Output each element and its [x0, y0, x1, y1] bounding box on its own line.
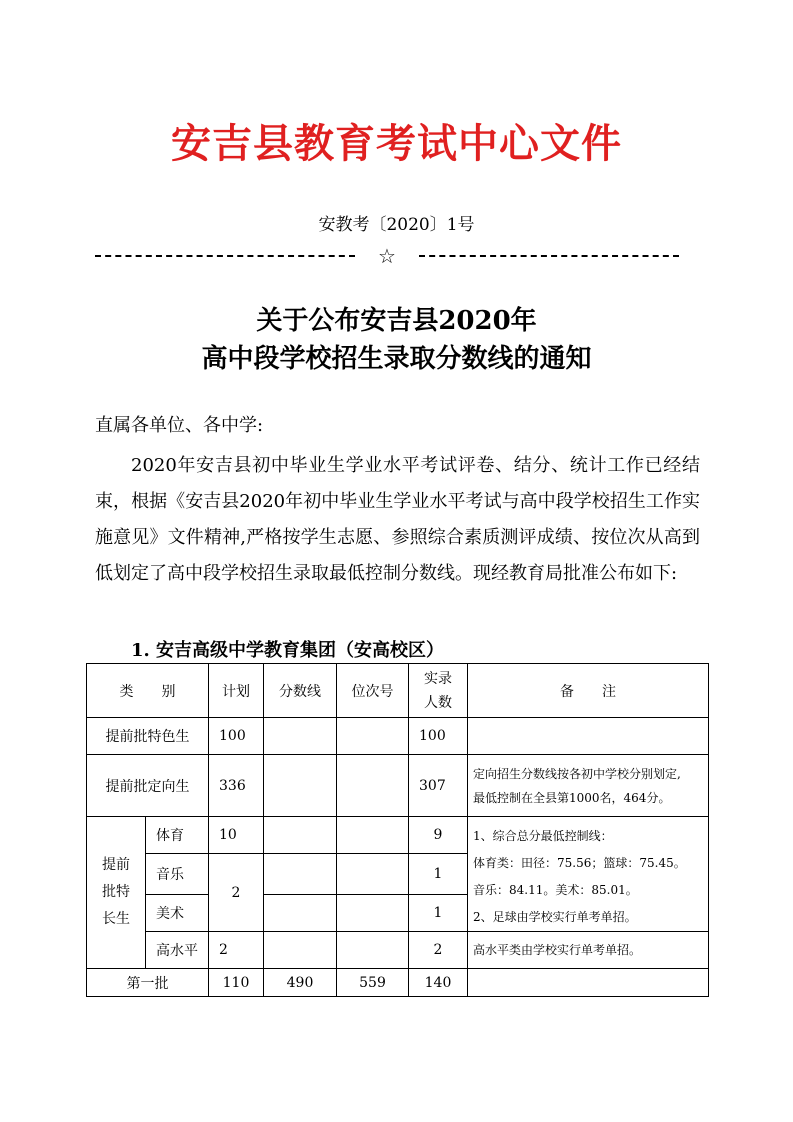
directed-note-line1: 定向招生分数线按各初中学校分别划定, — [473, 766, 681, 781]
remarks-cell — [468, 755, 709, 817]
header-actual-line2: 人数 — [424, 694, 452, 711]
table-row — [87, 755, 709, 817]
music-art-plan-cell: 2 — [209, 854, 264, 932]
notice-title-line1: 关于公布安吉县2020年 — [256, 306, 537, 336]
header-divider — [95, 246, 679, 266]
talent-group-label — [87, 817, 146, 969]
score-cell — [264, 895, 337, 932]
remarks-cell — [468, 969, 709, 997]
talent-note-line2: 体育类：田径：75.56；篮球：75.45。 — [473, 856, 686, 870]
rank-cell: 559 — [337, 969, 409, 997]
divider-line-right — [419, 255, 679, 257]
table-row — [87, 718, 709, 755]
header-rank: 位次号 — [337, 664, 409, 718]
header-category: 类 别 — [87, 664, 209, 718]
rank-cell — [337, 718, 409, 755]
talent-label-line3: 长生 — [102, 911, 130, 927]
table-row — [87, 817, 709, 854]
actual-cell: 1 — [409, 854, 468, 895]
row-label: 体育 — [146, 817, 209, 854]
score-cell — [264, 854, 337, 895]
star-icon: ☆ — [378, 244, 396, 268]
plan-cell: 2 — [209, 932, 264, 969]
directed-note-line2: 最低控制在全县第1000名，464分。 — [473, 790, 671, 805]
header-actual-line1: 实录 — [424, 670, 452, 687]
row-label: 音乐 — [146, 854, 209, 895]
document-number: 安教考〔2020〕1号 — [318, 215, 475, 235]
talent-note-line3: 音乐：84.11。美术：85.01。 — [473, 883, 638, 897]
actual-cell: 100 — [409, 718, 468, 755]
row-label: 提前批定向生 — [87, 755, 209, 817]
actual-cell: 2 — [409, 932, 468, 969]
score-cell — [264, 817, 337, 854]
actual-cell: 9 — [409, 817, 468, 854]
score-cell: 490 — [264, 969, 337, 997]
section-heading: 1. 安吉高级中学教育集团（安高校区） — [131, 640, 445, 661]
actual-cell: 140 — [409, 969, 468, 997]
table-header-row — [87, 664, 709, 718]
talent-label-line1: 提前 — [102, 857, 130, 873]
remarks-cell: 高水平类由学校实行单考单招。 — [468, 932, 709, 969]
talent-note-line4: 2、足球由学校实行单考单招。 — [473, 910, 637, 924]
row-label: 第一批 — [87, 969, 209, 997]
body-paragraph: 2020年安吉县初中毕业生学业水平考试评卷、结分、统计工作已经结束，根据《安吉县2020年初中毕业生学业水平考试与高中段学校招生工作实施意见》文件精神,严格按学生志愿、参照综合素质测评成绩、按位次从高到低划定了高中段学校招生录取最低控制分数线。现经教育局批准公布如下: — [95, 455, 700, 584]
talent-label-line2: 批特 — [102, 884, 130, 900]
table-row — [87, 932, 709, 969]
score-cell — [264, 932, 337, 969]
admission-table — [86, 663, 709, 997]
rank-cell — [337, 854, 409, 895]
remarks-cell — [468, 718, 709, 755]
talent-note-line1: 1、综合总分最低控制线： — [473, 829, 613, 843]
header-remarks: 备 注 — [468, 664, 709, 718]
plan-cell: 336 — [209, 755, 264, 817]
row-label: 提前批特色生 — [87, 718, 209, 755]
plan-cell: 110 — [209, 969, 264, 997]
notice-title-line2: 高中段学校招生录取分数线的通知 — [201, 344, 592, 374]
salutation: 直属各单位、各中学: — [95, 415, 264, 436]
rank-cell — [337, 755, 409, 817]
score-cell — [264, 755, 337, 817]
plan-cell: 100 — [209, 718, 264, 755]
actual-cell: 1 — [409, 895, 468, 932]
row-label: 高水平 — [146, 932, 209, 969]
actual-cell: 307 — [409, 755, 468, 817]
row-label: 美术 — [146, 895, 209, 932]
table-row — [87, 969, 709, 997]
rank-cell — [337, 895, 409, 932]
plan-cell: 10 — [209, 817, 264, 854]
rank-cell — [337, 817, 409, 854]
divider-line-left — [95, 255, 355, 257]
talent-remarks-cell — [468, 817, 709, 932]
header-plan: 计划 — [209, 664, 264, 718]
score-cell — [264, 718, 337, 755]
rank-cell — [337, 932, 409, 969]
header-score-line: 分数线 — [264, 664, 337, 718]
agency-header: 安吉县教育考试中心文件 — [171, 121, 622, 167]
header-actual — [409, 664, 468, 718]
